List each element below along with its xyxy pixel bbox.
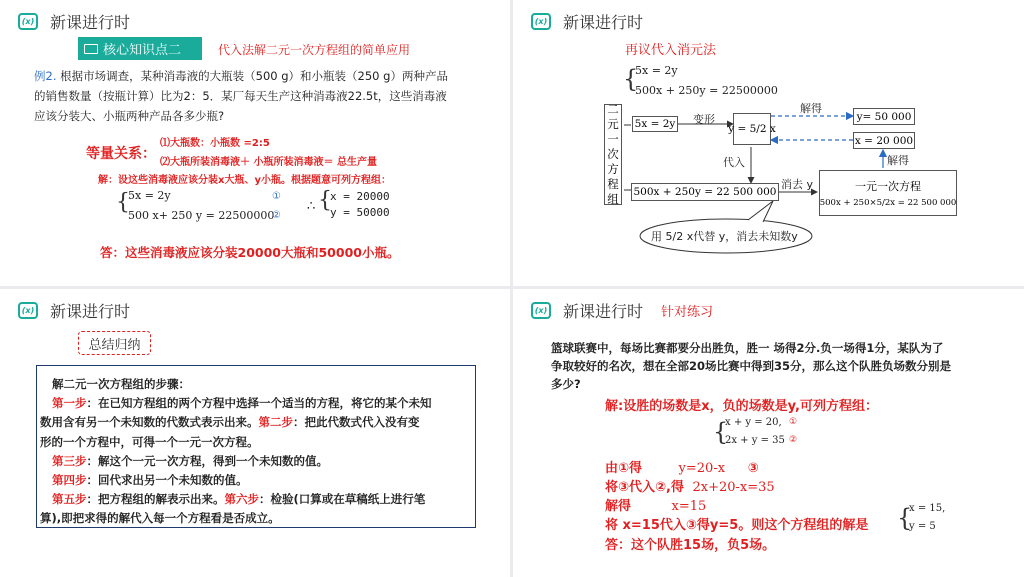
- label-linear-system: 二元一次方程组: [604, 104, 622, 205]
- one-variable-eq: 500x + 250×5/2x = 22 500 000: [819, 198, 957, 208]
- steps-heading: 解二元一次方程组的步骤：: [52, 377, 190, 391]
- problem-line-2: 的销售数量（按瓶计算）比为2：5．某厂每天生产这种消毒液22.5t，这些消毒液: [34, 89, 447, 103]
- step-2-line-2: 形的一个方程中，可得一个一元一次方程。: [40, 435, 259, 449]
- practice-eq-1: x + y = 20,: [725, 417, 782, 428]
- label-solve-1: 解得: [800, 102, 822, 115]
- one-variable-title: 一元一次方程: [855, 180, 921, 193]
- step-1-label: 由①得: [605, 461, 643, 476]
- box-eq-2: 500x + 250y = 22 500 000: [631, 183, 779, 201]
- step-3-text: ：解这个一元一次方程，得到一个未知数的值。: [86, 454, 328, 468]
- formula-icon: (x): [18, 13, 38, 30]
- label-transform: 变形: [693, 113, 715, 126]
- slide-header: [531, 299, 713, 321]
- slide-title: 新课进行时: [563, 12, 644, 32]
- summary-tag: 总结归纳: [78, 331, 151, 355]
- result-x: x = 20000: [330, 190, 390, 203]
- slide-panel-substitution-flow: [513, 0, 1024, 286]
- practice-solution: 解:设胜的场数是x，负的场数是y,可列方程组：: [605, 399, 878, 414]
- step-1-line-2: [40, 414, 420, 430]
- slide-title: 新课进行时: [50, 12, 131, 32]
- result-y: y = 5: [909, 521, 936, 532]
- problem-text-1: 根据市场调查，某种消毒液的大瓶装（500 g）和小瓶装（250 g）两种产品: [60, 69, 448, 83]
- step-5-key: 第五步: [52, 492, 87, 506]
- step-line-2: [605, 476, 775, 495]
- practice-subtitle: 针对练习: [661, 304, 714, 320]
- step-2-expr: 2x+20-x=35: [692, 480, 775, 495]
- practice-mark-1: ①: [789, 417, 798, 427]
- example-label: 例2.: [34, 69, 57, 83]
- slide-panel-practice: [513, 289, 1024, 577]
- system-brace: {: [116, 190, 130, 215]
- solution-setup: 解：设这些消毒液应该分装x大瓶、y小瓶。根据题意可列方程组：: [98, 175, 391, 186]
- box-y-value: y= 50 000: [853, 108, 915, 125]
- step-1-line-1: [52, 395, 432, 411]
- eq-mark-1: ①: [272, 191, 281, 202]
- hint-bubble-text: 用 5/2 x代替 y，消去未知数y: [651, 230, 798, 243]
- box-substitution: y = 5/2 x: [733, 113, 771, 145]
- practice-eq-2: 2x + y = 35: [725, 435, 785, 446]
- system-eq-1: 5x = 2y: [635, 64, 678, 77]
- step-line-3: [605, 495, 706, 514]
- slide-panel-core-knowledge: [0, 0, 510, 286]
- box-one-variable: [819, 170, 957, 216]
- relation-2: ⑵大瓶所装消毒液＋ 小瓶所装消毒液＝ 总生产量: [160, 157, 377, 168]
- step-4-key: 第四步: [52, 473, 87, 487]
- step-2-label: 将③代入②,得: [605, 480, 684, 495]
- box-x-value: x = 20 000: [853, 132, 915, 149]
- label-solve-2: 解得: [887, 154, 909, 167]
- relation-heading: 等量关系：: [86, 146, 156, 162]
- step-2-key: 第二步: [258, 415, 293, 429]
- label-eliminate: 消去 y: [781, 178, 814, 191]
- formula-icon: (x): [531, 13, 551, 30]
- flow-heading: 再议代入消元法: [625, 43, 717, 58]
- practice-brace: {: [713, 418, 729, 446]
- system-eq-2: 500 x+ 250 y = 22500000: [128, 209, 275, 222]
- step-1-text-2: 数用含有另一个未知数的代数式表示出来。: [40, 415, 259, 429]
- slide-header: [18, 10, 130, 32]
- eq-mark-2: ②: [272, 210, 281, 221]
- step-1-key: 第一步: [52, 396, 87, 410]
- box-eq-1: 5x = 2y: [632, 116, 678, 132]
- step-6-line-2: 算),即把求得的解代入每一个方程看是否成立。: [40, 511, 280, 525]
- label-substitute: 代入: [723, 156, 745, 169]
- section-subtitle: 代入法解二元一次方程组的简单应用: [218, 43, 411, 57]
- system-brace: {: [623, 65, 639, 93]
- step-4-text: ：回代求出另一个未知数的值。: [86, 473, 248, 487]
- slide-header: [18, 299, 130, 321]
- answer-text: 答：这些消毒液应该分装20000大瓶和50000小瓶。: [100, 245, 400, 260]
- step-1-expr: y=20-x: [678, 461, 726, 476]
- step-5: [52, 491, 425, 507]
- step-3-label: 解得: [605, 499, 632, 514]
- problem-line-3: 应该分装大、小瓶两种产品各多少瓶?: [34, 109, 225, 123]
- step-1-mark: ③: [747, 461, 759, 476]
- formula-icon: (x): [531, 302, 551, 319]
- result-brace: {: [897, 504, 913, 532]
- step-line-1: [605, 457, 759, 476]
- system-eq-2: 500x + 250y = 22500000: [635, 84, 778, 97]
- result-x: x = 15,: [909, 503, 946, 514]
- step-3-expr: x=15: [671, 499, 707, 514]
- slide-title: 新课进行时: [563, 301, 644, 321]
- step-1-text: ：在已知方程组的两个方程中选择一个适当的方程，将它的某个未知: [86, 396, 432, 410]
- tag-label: 核心知识点二: [103, 43, 182, 58]
- question-line-1: 篮球联赛中，每场比赛都要分出胜负，胜一 场得2分.负一场得1分，某队为了: [551, 341, 944, 355]
- step-6-text: ：检验(口算或在草稿纸上进行笔: [259, 492, 426, 506]
- result-brace: {: [318, 188, 332, 213]
- step-5-text: ：把方程组的解表示出来。: [86, 492, 225, 506]
- relation-1: ⑴大瓶数：小瓶数 =2:5: [160, 138, 270, 149]
- step-3-key: 第三步: [52, 454, 87, 468]
- step-3: [52, 453, 328, 469]
- core-knowledge-tag: [78, 37, 202, 60]
- system-eq-1: 5x = 2y: [128, 189, 171, 202]
- slide-title: 新课进行时: [50, 301, 131, 321]
- step-line-4: 将 x=15代入③得y=5。则这个方程组的解是: [605, 518, 869, 533]
- slide-panel-summary: [0, 289, 510, 577]
- step-2-text: ：把此代数式代入没有变: [293, 415, 420, 429]
- practice-mark-2: ②: [789, 435, 798, 445]
- practice-answer: 答：这个队胜15场，负5场。: [605, 538, 776, 553]
- step-4: [52, 472, 248, 488]
- formula-icon: (x): [18, 302, 38, 319]
- question-line-3: 多少?: [551, 377, 581, 391]
- result-y: y = 50000: [330, 206, 390, 219]
- therefore-symbol: ∴: [307, 199, 316, 214]
- question-line-2: 争取较好的名次，想在全部20场比赛中得到35分，那么这个队胜负场数分别是: [551, 359, 952, 373]
- step-6-key: 第六步: [224, 492, 259, 506]
- laptop-icon: [84, 44, 98, 54]
- problem-line-1: [34, 68, 448, 84]
